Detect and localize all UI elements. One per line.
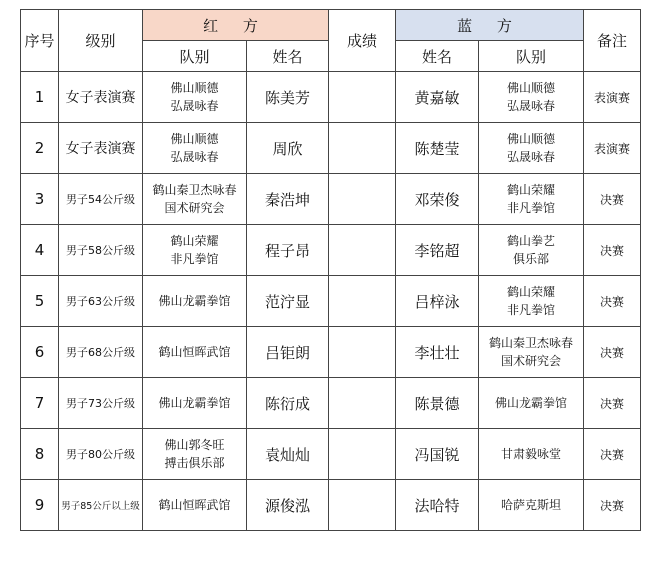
seq-cell: 9: [21, 480, 59, 531]
blue-team-cell: [479, 225, 584, 276]
header-red-side: 红 方: [143, 10, 329, 41]
red-team-cell-line: 鹤山恒晖武馆: [158, 498, 231, 512]
red-team-cell-line: 非凡拳馆: [170, 252, 219, 266]
note-cell: 表演赛: [584, 72, 641, 123]
red-name-cell: 吕钜朗: [247, 327, 329, 378]
red-team-cell-line: 弘晟咏春: [170, 99, 219, 113]
blue-team-cell-line: 鹤山荣耀: [506, 285, 555, 299]
blue-name-cell: 陈景德: [396, 378, 479, 429]
category-cell: 男子80公斤级: [59, 429, 143, 480]
red-team-cell-line: 佛山顺德: [170, 81, 219, 95]
header-seq: 序号: [21, 10, 59, 72]
blue-team-cell: [479, 174, 584, 225]
seq-cell: 6: [21, 327, 59, 378]
red-team-cell: [143, 123, 247, 174]
red-name-cell: 范泞显: [247, 276, 329, 327]
note-cell: 决赛: [584, 225, 641, 276]
seq-cell: 5: [21, 276, 59, 327]
table-row: [21, 327, 641, 378]
header-red-team: 队别: [143, 41, 247, 72]
seq-cell: 7: [21, 378, 59, 429]
blue-name-cell: 陈楚莹: [396, 123, 479, 174]
red-team-cell-line: 搏击俱乐部: [164, 456, 225, 470]
seq-cell: 1: [21, 72, 59, 123]
red-team-cell: [143, 429, 247, 480]
blue-team-cell-line: 俱乐部: [512, 252, 549, 266]
header-blue-side: 蓝 方: [396, 10, 584, 41]
red-name-cell: 程子昂: [247, 225, 329, 276]
red-team-cell-line: 佛山龙霸拳馆: [158, 294, 231, 308]
result-cell: [329, 123, 396, 174]
category-cell: 男子54公斤级: [59, 174, 143, 225]
red-name-cell: 秦浩坤: [247, 174, 329, 225]
header-blue-team: 队别: [479, 41, 584, 72]
red-team-cell-line: 佛山龙霸拳馆: [158, 396, 231, 410]
result-cell: [329, 327, 396, 378]
note-cell: 决赛: [584, 480, 641, 531]
blue-name-cell: 冯国锐: [396, 429, 479, 480]
result-cell: [329, 72, 396, 123]
red-name-cell: 陈衍成: [247, 378, 329, 429]
red-team-cell: [143, 72, 247, 123]
blue-team-cell-line: 佛山顺德: [506, 81, 555, 95]
result-cell: [329, 174, 396, 225]
result-cell: [329, 378, 396, 429]
header-category: 级别: [59, 10, 143, 72]
table-row: [21, 429, 641, 480]
table-row: [21, 480, 641, 531]
category-cell: 女子表演赛: [59, 72, 143, 123]
blue-name-cell: 黄嘉敏: [396, 72, 479, 123]
note-cell: 决赛: [584, 327, 641, 378]
red-team-cell-line: 国术研究会: [164, 201, 225, 215]
result-cell: [329, 225, 396, 276]
red-team-cell: [143, 174, 247, 225]
blue-team-cell: [479, 327, 584, 378]
category-cell: 男子73公斤级: [59, 378, 143, 429]
header-result: 成绩: [329, 10, 396, 72]
table-row: [21, 174, 641, 225]
red-name-cell: 周欣: [247, 123, 329, 174]
result-cell: [329, 480, 396, 531]
result-cell: [329, 429, 396, 480]
blue-team-cell-line: 非凡拳馆: [506, 201, 555, 215]
blue-team-cell-line: 佛山顺德: [506, 132, 555, 146]
seq-cell: 3: [21, 174, 59, 225]
blue-team-cell-line: 佛山龙霸拳馆: [494, 396, 567, 410]
category-cell: 女子表演赛: [59, 123, 143, 174]
table-row: [21, 123, 641, 174]
red-team-cell-line: 佛山顺德: [170, 132, 219, 146]
red-team-cell: [143, 378, 247, 429]
red-name-cell: 源俊泓: [247, 480, 329, 531]
blue-team-cell: [479, 276, 584, 327]
note-cell: 决赛: [584, 174, 641, 225]
blue-team-cell-line: 鹤山秦卫杰咏春: [488, 336, 573, 350]
match-table: [20, 9, 641, 531]
blue-team-cell: [479, 378, 584, 429]
match-table-container: [20, 9, 641, 531]
seq-cell: 4: [21, 225, 59, 276]
table-row: [21, 378, 641, 429]
blue-name-cell: 吕梓泳: [396, 276, 479, 327]
red-team-cell: [143, 327, 247, 378]
red-team-cell-line: 鹤山秦卫杰咏春: [152, 183, 237, 197]
blue-team-cell: [479, 72, 584, 123]
blue-name-cell: 邓荣俊: [396, 174, 479, 225]
category-cell: 男子85公斤以上级: [59, 480, 143, 531]
red-team-cell-line: 佛山郭冬旺: [164, 438, 225, 452]
table-row: [21, 276, 641, 327]
red-team-cell: [143, 480, 247, 531]
blue-team-cell-line: 鹤山拳艺: [506, 234, 555, 248]
seq-cell: 8: [21, 429, 59, 480]
blue-team-cell: [479, 429, 584, 480]
seq-cell: 2: [21, 123, 59, 174]
note-cell: 决赛: [584, 429, 641, 480]
red-team-cell-line: 弘晟咏春: [170, 150, 219, 164]
category-cell: 男子58公斤级: [59, 225, 143, 276]
note-cell: 决赛: [584, 378, 641, 429]
blue-team-cell-line: 哈萨克斯坦: [500, 498, 561, 512]
header-red-name: 姓名: [247, 41, 329, 72]
red-team-cell-line: 鹤山恒晖武馆: [158, 345, 231, 359]
blue-team-cell: [479, 480, 584, 531]
note-cell: 表演赛: [584, 123, 641, 174]
header-blue-name: 姓名: [396, 41, 479, 72]
category-cell: 男子68公斤级: [59, 327, 143, 378]
category-cell: 男子63公斤级: [59, 276, 143, 327]
blue-team-cell-line: 非凡拳馆: [506, 303, 555, 317]
blue-name-cell: 李铭超: [396, 225, 479, 276]
blue-name-cell: 李壮壮: [396, 327, 479, 378]
blue-name-cell: 法哈特: [396, 480, 479, 531]
header-note: 备注: [584, 10, 641, 72]
red-name-cell: 陈美芳: [247, 72, 329, 123]
note-cell: 决赛: [584, 276, 641, 327]
blue-team-cell-line: 弘晟咏春: [506, 99, 555, 113]
red-team-cell-line: 鹤山荣耀: [170, 234, 219, 248]
blue-team-cell: [479, 123, 584, 174]
blue-team-cell-line: 甘肃毅咏堂: [500, 447, 561, 461]
red-name-cell: 袁灿灿: [247, 429, 329, 480]
blue-team-cell-line: 弘晟咏春: [506, 150, 555, 164]
red-team-cell: [143, 276, 247, 327]
red-team-cell: [143, 225, 247, 276]
blue-team-cell-line: 鹤山荣耀: [506, 183, 555, 197]
table-row: [21, 72, 641, 123]
blue-team-cell-line: 国术研究会: [500, 354, 561, 368]
result-cell: [329, 276, 396, 327]
table-row: [21, 225, 641, 276]
